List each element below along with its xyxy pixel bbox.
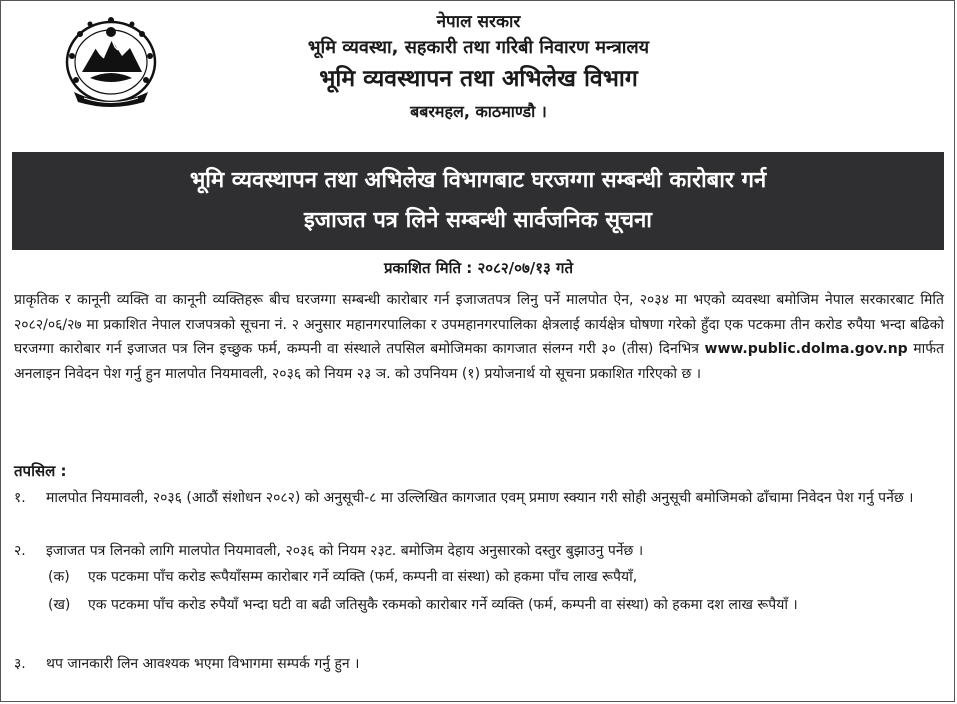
schedule-subitem-letter: (क) [48, 569, 70, 585]
department-name: भूमि व्यवस्थापन तथा अभिलेख विभाग [319, 66, 638, 92]
office-address: बबरमहल, काठमाण्डौ । [410, 102, 547, 121]
portal-link[interactable]: www.public.dolma.gov.np [704, 341, 908, 357]
notice-title-line-2: इजाजत पत्र लिने सम्बन्धी सार्वजनिक सूचना [303, 208, 653, 233]
schedule-item-text: थप जानकारी लिन आवश्यक भएमा विभागमा सम्पर्क गर्नु हुन । [46, 656, 360, 672]
schedule-heading: तपसिल : [14, 462, 67, 480]
schedule-item-text: मालपोत नियमावली, २०३६ (आठौं संशोधन २०८२) को अनुसूची-८ मा उल्लिखित कागजात एवम् प्रमाण स्क्यान गरी सोही अनुसूची बमोजिमको ढाँचामा निवेदन पेश गर्नु पर्नेछ । [46, 490, 914, 506]
government-name: नेपाल सरकार [436, 12, 521, 32]
schedule-item-number: २. [14, 543, 26, 559]
schedule-item-number: ३. [14, 656, 26, 672]
notice-body [14, 288, 944, 386]
notice-body-part-2: मार्फत अनलाइन निवेदन पेश गर्नु हुन मालपोत नियमावली, २०३६ को नियम २३ ञ. को उपनियम (१) प्रयोजनार्थ यो सूचना प्रकाशित गरिएको छ । [14, 341, 945, 382]
ministry-name: भूमि व्यवस्था, सहकारी तथा गरिबी निवारण मन्त्रालय [307, 37, 650, 58]
schedule-item-text: इजाजत पत्र लिनको लागि मालपोत नियमावली, २०३६ को नियम २३ट. बमोजिम देहाय अनुसारको दस्तुर बुझाउनु पर्नेछ । [46, 543, 644, 559]
schedule-subitem-text: एक पटकमा पाँच करोड रूपैयाँसम्म कारोबार गर्ने व्यक्ति (फर्म, कम्पनी वा संस्था) को हकमा पाँच लाख रूपैयाँ, [88, 569, 638, 585]
schedule-subitem-text: एक पटकमा पाँच करोड रुपैयाँ भन्दा घटी वा बढी जतिसुकै रकमको कारोबार गर्ने व्यक्ति (फर्म, कम्पनी वा संस्था) को हकमा दश लाख रूपैयाँ । [88, 597, 798, 613]
schedule-item-number: १. [14, 490, 26, 506]
notice-title-line-1: भूमि व्यवस्थापन तथा अभिलेख विभागबाट घरजग्गा सम्बन्धी कारोबार गर्न [189, 168, 767, 193]
letterhead [0, 10, 957, 128]
publication-date: प्रकाशित मिति : २०८२/०७/१३ गते [383, 259, 574, 277]
notice-title-banner [12, 152, 944, 250]
notice-body-part-1: प्राकृतिक र कानूनी व्यक्ति वा कानूनी व्यक्तिहरू बीच घरजग्गा सम्बन्धी कारोबार गर्न इजाजतपत्र लिनु पर्ने मालपोत ऐन, २०३४ मा भएको व्यवस्था बमोजिम नेपाल सरकारबाट मिति २०८२/०६/२७ मा प्रकाशित नेपाल राजपत्रको सूचना नं. २ अनुसार महानगरपालिका र उपमहानगरपालिका क्षेत्रलाई कार्यक्षेत्र घोषणा गरेको हुँदा एक पटकमा तीन करोड रुपैया भन्दा बढिको घरजग्गा कारोबार गर्न इजाजत पत्र लिन इच्छुक फर्म, कम्पनी वा संस्थाले तपसिल बमोजिमका कागजात संलग्न गरी ३० (तीस) दिनभित्र [14, 292, 944, 357]
schedule-subitem-letter: (ख) [48, 597, 71, 613]
